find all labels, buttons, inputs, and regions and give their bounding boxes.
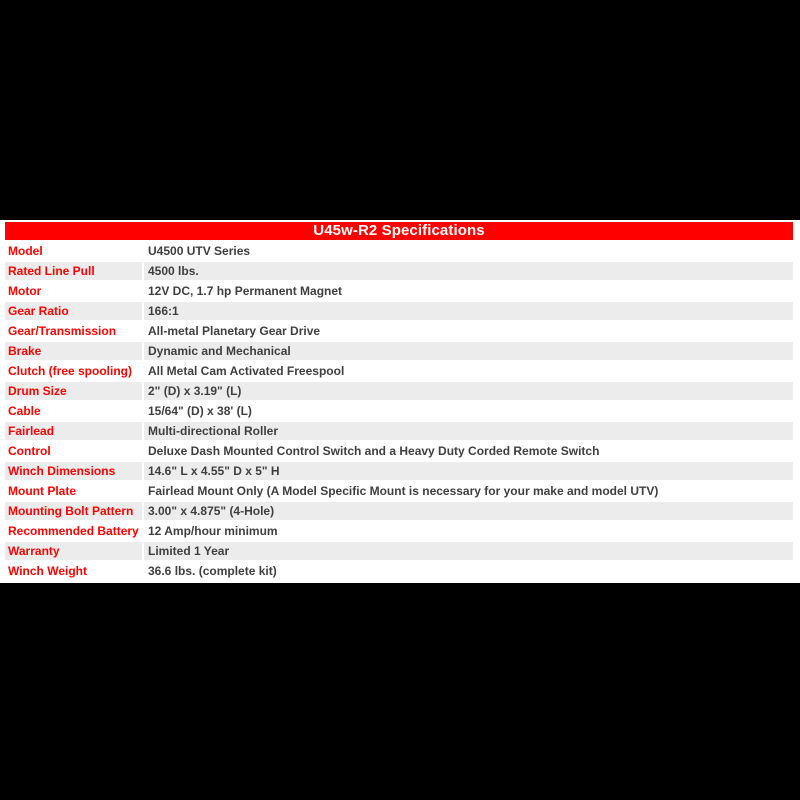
spec-value: All-metal Planetary Gear Drive <box>144 322 793 340</box>
spec-value: Dynamic and Mechanical <box>144 342 793 360</box>
specifications-table <box>3 220 795 582</box>
spec-label: Mount Plate <box>5 482 142 500</box>
spec-label: Recommended Battery <box>5 522 142 540</box>
spec-label: Rated Line Pull <box>5 262 142 280</box>
spec-value: 15/64" (D) x 38' (L) <box>144 402 793 420</box>
table-row <box>5 402 793 420</box>
spec-value: 2" (D) x 3.19" (L) <box>144 382 793 400</box>
spec-label: Control <box>5 442 142 460</box>
table-row <box>5 242 793 260</box>
spec-label: Drum Size <box>5 382 142 400</box>
table-row <box>5 382 793 400</box>
table-row <box>5 502 793 520</box>
table-row <box>5 482 793 500</box>
table-row <box>5 422 793 440</box>
table-row <box>5 362 793 380</box>
spec-label: Clutch (free spooling) <box>5 362 142 380</box>
spec-value: 12 Amp/hour minimum <box>144 522 793 540</box>
table-row <box>5 342 793 360</box>
spec-label: Gear/Transmission <box>5 322 142 340</box>
spec-label: Winch Dimensions <box>5 462 142 480</box>
table-row <box>5 262 793 280</box>
table-title: U45w-R2 Specifications <box>5 222 793 240</box>
spec-value: 14.6" L x 4.55" D x 5" H <box>144 462 793 480</box>
spec-label: Fairlead <box>5 422 142 440</box>
spec-value: Deluxe Dash Mounted Control Switch and a Heavy Duty Corded Remote Switch <box>144 442 793 460</box>
spec-label: Gear Ratio <box>5 302 142 320</box>
spec-label: Winch Weight <box>5 562 142 580</box>
spec-value: Fairlead Mount Only (A Model Specific Mount is necessary for your make and model UTV) <box>144 482 793 500</box>
spec-value: Limited 1 Year <box>144 542 793 560</box>
spec-value: All Metal Cam Activated Freespool <box>144 362 793 380</box>
spec-value: 3.00" x 4.875" (4-Hole) <box>144 502 793 520</box>
table-row <box>5 562 793 580</box>
table-row <box>5 442 793 460</box>
spec-value: 4500 lbs. <box>144 262 793 280</box>
spec-value: U4500 UTV Series <box>144 242 793 260</box>
table-row <box>5 522 793 540</box>
spec-value: 36.6 lbs. (complete kit) <box>144 562 793 580</box>
table-row <box>5 542 793 560</box>
spec-value: 166:1 <box>144 302 793 320</box>
spec-label: Warranty <box>5 542 142 560</box>
spec-label: Cable <box>5 402 142 420</box>
spec-label: Brake <box>5 342 142 360</box>
content-band <box>0 220 800 583</box>
spec-value: 12V DC, 1.7 hp Permanent Magnet <box>144 282 793 300</box>
spec-label: Mounting Bolt Pattern <box>5 502 142 520</box>
spec-table-body <box>5 242 793 580</box>
table-row <box>5 302 793 320</box>
spec-label: Motor <box>5 282 142 300</box>
table-row <box>5 282 793 300</box>
spec-label: Model <box>5 242 142 260</box>
spec-value: Multi-directional Roller <box>144 422 793 440</box>
table-row <box>5 322 793 340</box>
table-header-row <box>5 222 793 240</box>
table-row <box>5 462 793 480</box>
